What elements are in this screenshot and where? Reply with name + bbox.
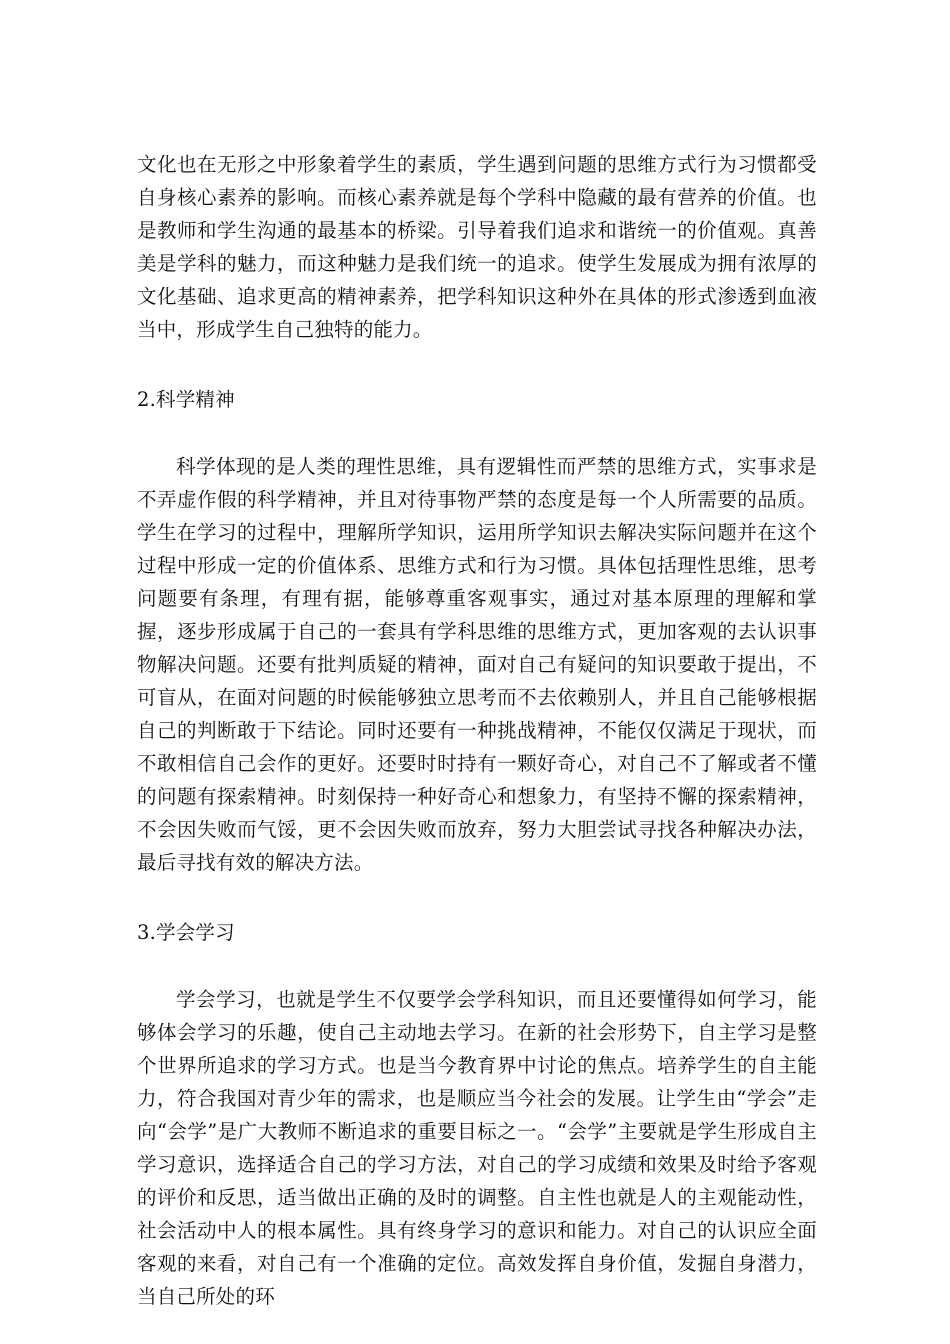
- spacer: [137, 416, 817, 450]
- paragraph-core-literacy: 文化也在无形之中形象着学生的素质，学生遇到问题的思维方式行为习惯都受自身核心素养的影响。而核心素养就是每个学科中隐藏的最有营养的价值。也是教师和学生沟通的最基本的桥梁。引导着我们追求和谐统一的价值观。真善美是学科的魅力，而这种魅力是我们统一的追求。使学生发展成为拥有浓厚的文化基础、追求更高的精神素养，把学科知识这种外在具体的形式渗透到血液当中，形成学生自己独特的能力。: [137, 153, 817, 341]
- spacer: [137, 879, 817, 916]
- paragraph-scientific-spirit: 科学体现的是人类的理性思维，具有逻辑性而严禁的思维方式，实事求是不弄虚作假的科学精神，并且对待事物严禁的态度是每一个人所需要的品质。学生在学习的过程中，理解所学知识，运用所学知识去解决实际问题并在这个过程中形成一定的价值体系、思维方式和行为习惯。具体包括理性思维，思考问题要有条理，有理有据，能够尊重客观事实，通过对基本原理的理解和掌握，逐步形成属于自己的一套具有学科思维的思维方式，更加客观的去认识事物解决问题。还要有批判质疑的精神，面对自己有疑问的知识要敢于提出，不可盲从，在面对问题的时候能够独立思考而不去依赖别人，并且自己能够根据自己的判断敢于下结论。同时还要有一种挑战精神，不能仅仅满足于现状，而不敢相信自己会作的更好。还要时时持有一颗好奇心，对自己不了解或者不懂的问题有探索精神。时刻保持一种好奇心和想象力，有坚持不懈的探索精神，不会因失败而气馁，更不会因失败而放弃，努力大胆尝试寻找各种解决办法，最后寻找有效的解决方法。: [137, 455, 817, 874]
- section-heading-learning-to-learn: 3.学会学习: [137, 921, 235, 944]
- section-heading-scientific-spirit: 2.科学精神: [137, 388, 235, 411]
- paragraph-learning-to-learn: 学会学习，也就是学生不仅要学会学科知识，而且还要懂得如何学习，能够体会学习的乐趣，使自己主动地去学习。在新的社会形势下，自主学习是整个世界所追求的学习方式。也是当今教育界中讨论的焦点。培养学生的自主能力，符合我国对青少年的需求，也是顺应当今社会的发展。让学生由“学会”走向“会学”是广大教师不断追求的重要目标之一。“会学”主要就是学生形成自主学习意识，选择适合自己的学习方法，对自己的学习成绩和效果及时给予客观的评价和反思，适当做出正确的及时的调整。自主性也就是人的主观能动性，社会活动中人的根本属性。具有终身学习的意识和能力。对自己的认识应全面客观的来看，对自己有一个准确的定位。高效发挥自身价值，发掘自身潜力，当自己所处的环: [137, 988, 817, 1308]
- document-body: [137, 148, 817, 1313]
- spacer: [137, 949, 817, 983]
- spacer: [137, 346, 817, 383]
